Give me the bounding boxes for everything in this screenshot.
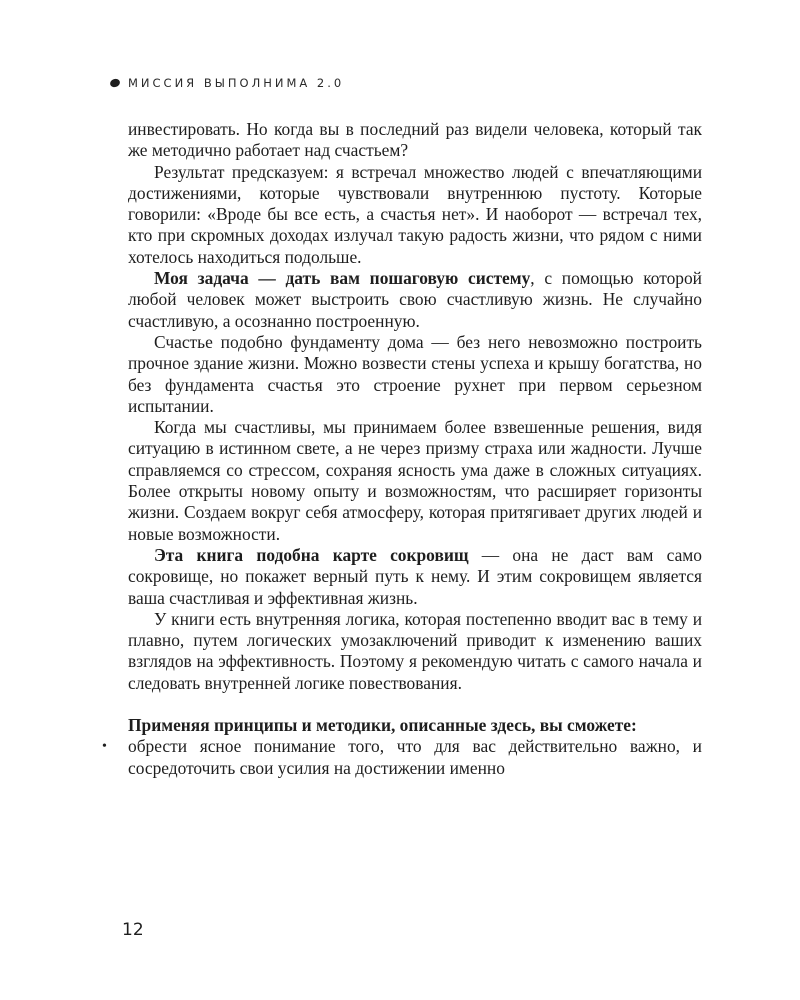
apply-heading: Применяя принципы и методики, описанные здесь, вы сможете: (128, 715, 637, 736)
bullet-dot-icon (109, 78, 121, 89)
paragraph-foundation: Счастье подобно фундаменту дома — без него невозможно построить прочное здание жизни. Можно возвести стены успеха и крышу богатства, но без фундамента счастья это строение рухнет при первом серьезном испытании. (128, 331, 702, 416)
paragraph-task-emphasis: Моя задача — дать вам пошаговую систему (154, 268, 531, 289)
bullet-icon: • (102, 739, 107, 755)
paragraph-treasure-map-text: — она не даст вам само сокровище, но покажет верный путь к нему. И этим сокровищем является ваша счастливая и эффективная жизнь. (128, 544, 702, 608)
paragraph-book-logic: У книги есть внутренняя логика, которая постепенно вводит вас в тему и плавно, путем логических умозаключений приводит к изменению ваших взглядов на эффективность. Поэтому я рекомендую читать с самого начала и следовать внутренней логике повествования. (128, 608, 702, 693)
paragraph-task (128, 268, 702, 332)
paragraph-task-text: , с помощью которой любой человек может выстроить свою счастливую жизнь. Не случайно счастливую, а осознанно построенную. (128, 268, 702, 331)
paragraph-treasure-map (128, 545, 702, 609)
paragraph-continuation: инвестировать. Но когда вы в последний раз видели человека, который так же методично работает над счастьем? (128, 119, 702, 161)
paragraph-treasure-map-emphasis: Эта книга подобна карте сокровищ (154, 544, 469, 565)
page-number: 12 (122, 920, 144, 940)
list-item-text: обрести ясное понимание того, что для вас действительно важно, и сосредоточить свои усилия на достижении именно (128, 736, 702, 778)
list-item (102, 736, 702, 779)
running-header (110, 76, 344, 90)
paragraph-result: Результат предсказуем: я встречал множество людей с впечатляющими достижениями, которые чувствовали внутреннюю пустоту. Которые говорили: «Вроде бы все есть, а счастья нет». И наоборот — встречал тех, кто при скромных доходах излучал такую радость жизни, что рядом с ними хотелось находиться подольше. (128, 161, 702, 267)
apply-list (102, 736, 702, 779)
running-title: МИССИЯ ВЫПОЛНИМА 2.0 (128, 76, 345, 90)
page-body (102, 119, 702, 779)
paragraph-happy-decisions: Когда мы счастливы, мы принимаем более взвешенные решения, видя ситуацию в истинном свете, а не через призму страха или жадности. Лучше справляемся со стрессом, сохраняя ясность ума даже в сложных ситуациях. Более открыты новому опыту и возможностям, что расширяет горизонты жизни. Создаем вокруг себя атмосферу, которая притягивает других людей и новые возможности. (128, 417, 702, 544)
